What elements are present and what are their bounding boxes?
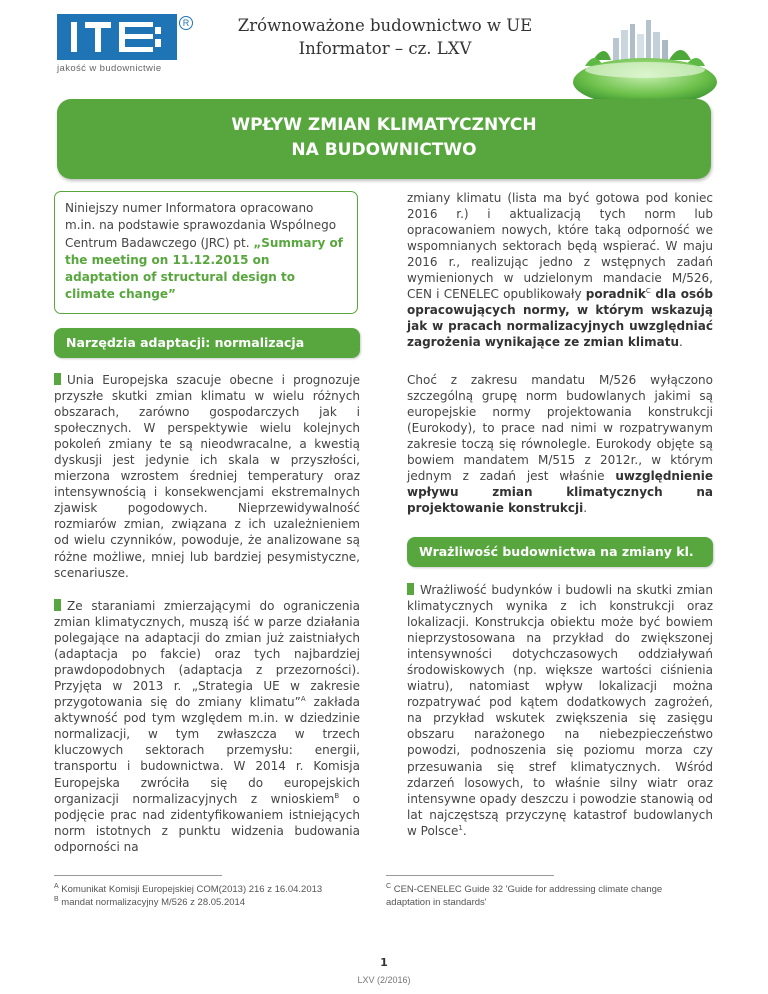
footnote-c: $^C$ CEN-CENELEC Guide 32 'Guide for addressing climate change adaptation in standards': [386, 882, 663, 908]
banner-title-line1: WPŁYW ZMIAN KLIMATYCZNYCH: [231, 115, 537, 135]
left-paragraph-2-text-c: o podjęcie prac nad zidentyfikowaniem istniejących norm istotnych z punktu widzenia budowania odporności na: [54, 791, 360, 854]
footnote-a: $^A$ Komunikat Komisji Europejskiej COM(2013) 216 z 16.04.2013: [54, 882, 323, 895]
right-paragraph-1-bold-b: dla osób opracowujących normy, w którym wskazują jak w pracach normalizacyjnych uwzględniać zagrożenia wynikające ze zmian klimatu: [407, 287, 713, 350]
right-paragraph-1-end: .: [678, 335, 683, 350]
left-paragraph-1: [54, 372, 360, 581]
issue-label: LXV (2/2016): [357, 975, 411, 985]
section-heading-normalization: Narzędzia adaptacji: normalizacja: [54, 328, 360, 358]
banner-title-line2: NA BUDOWNICTWO: [291, 140, 477, 160]
logo-tagline: jakość w budownictwie: [57, 63, 162, 74]
info-box-text: Niniejszy numer Informatora opracowano m.in. na podstawie sprawozdania Wspólnego Centrum Badawczego (JRC) pt.: [65, 201, 337, 250]
left-paragraph-2: [54, 598, 360, 855]
source-info-box: [54, 191, 358, 314]
footnote-ref-a: A: [300, 695, 306, 704]
left-paragraph-2-text-b: zakłada aktywność pod tym względem m.in. w dziedzinie normalizacji, w tym zwłaszcza w trzech kluczowych sektorach przemysłu: energii, transportu i budownictwa. W 2014 r. Komisja Europejska zwróciła się do europejskich organizacji normalizacyjnych z wnioskiem: [54, 695, 360, 806]
right-paragraph-3-text: Wrażliwość budynków i budowli na skutki zmian klimatycznych wynika z ich konstrukcji oraz lokalizacji. Konstrukcja obiektu może być bowiem nieprzystosowana na przykład do zwiększonej intensywności dotychczasowych oddziaływań środowiskowych (np. większe wartości ciśnienia wiatru), natomiast wpływ lokalizacji można rozpatrywać pod kątem dodatkowych zagrożeń, na przykład wskutek zwiększenia się zasięgu obszaru narażonego na niebezpieczeństwo powodzi, podnoszenia się poziomu morza czy przesuwania się stref klimatycznych. Wśród zdarzeń losowych, to właśnie silny wiatr oraz intensywne opady deszczu i powodzie stanowią od lat najczęstszą przyczynę katastrof budowlanych w Polsce: [407, 583, 713, 838]
green-city-globe-icon: [565, 20, 725, 108]
right-paragraph-3-end: .: [462, 823, 467, 838]
itb-logo-mark: [57, 14, 177, 60]
paragraph-marker-icon: [54, 373, 61, 385]
left-paragraph-1-text: Unia Europejska szacuje obecne i prognozuje przyszłe skutki zmian klimatu w wielu różnych obszarach, zarówno gospodarczych jak i społecznych. W perspektywie wielu kolejnych pokoleń zmiany te są nieodwracalne, a kwestią dyskusji jest jedynie ich skala w przyszłości, mierzona wzrostem średniej temperatury oraz intensywnością i konsekwencjami ekstremalnych zjawisk pogodowych. Nieprzewidywalność rozmiarów zmian, związana z ich uzależnieniem od wielu czynników, powoduje, że analizowane są różne możliwe, mniej lub bardziej pesymistyczne, scenariusze.: [54, 373, 360, 580]
registered-mark-icon: R: [179, 16, 193, 30]
paragraph-marker-icon: [54, 599, 61, 611]
footnote-divider-right: [386, 875, 554, 876]
right-paragraph-3: [407, 582, 713, 839]
footnote-ref-1: 1: [458, 823, 463, 832]
right-paragraph-1-text: zmiany klimatu (lista ma być gotowa pod koniec 2016 r.) i aktualizacją tych norm lub opracowaniem nowych, które taką odporność we wspomnianych sektorach będą wspierać. W maju 2016 r., realizując jedno z wstępnych zadań wymienionych w udzielonym mandacie M/526, CEN i CENELEC opublikowały: [407, 191, 713, 302]
right-paragraph-2-end: .: [583, 501, 588, 516]
paragraph-marker-icon: [407, 583, 414, 595]
header-title-line2: Informator – cz. LXV: [298, 39, 472, 58]
left-paragraph-2-text-a: Ze staraniami zmierzającymi do ograniczenia zmian klimatycznych, muszą iść w parze działania polegające na adaptacji do zmian już zaistniałych (adaptacja po fakcie) oraz tych najbardziej prawdopodobnych (adaptacja z przezorności). Przyjęta w 2013 r. „Strategia UE w zakresie przygotowania się do zmiany klimatu”: [54, 599, 360, 710]
page-number: 1: [380, 956, 388, 969]
right-paragraph-1: [407, 190, 713, 350]
section-heading-vulnerability: Wrażliwość budownictwa na zmiany kl.: [407, 537, 713, 567]
title-banner: [57, 99, 711, 179]
footnote-ref-b: B: [334, 791, 340, 800]
header-title-line1: Zrównoważone budownictwo w UE: [237, 16, 533, 35]
right-paragraph-2: [407, 372, 713, 516]
footnote-ref-c: C: [645, 287, 651, 296]
footnotes-right: [386, 883, 706, 909]
right-paragraph-1-bold-a: poradnik: [585, 287, 646, 302]
footnotes-left: [54, 883, 374, 909]
right-paragraph-2-bold: uwzględnienie wpływu zmian klimatycznych na projektowanie konstrukcji: [407, 469, 713, 516]
footnote-divider-left: [54, 875, 222, 876]
itb-logo: [57, 14, 195, 80]
info-box-highlight: „Summary of the meeting on 11.12.2015 on adaptation of structural design to climate change”: [65, 235, 343, 302]
footnote-b: $^B$ mandat normalizacyjny M/526 z 28.05.2014: [54, 895, 246, 908]
right-paragraph-2-text: Choć z zakresu mandatu M/526 wyłączono szczególną grupę norm budowlanych jakimi są europejskie normy projektowania konstrukcji (Eurokody), to prace nad nimi w rozpatrywanym zakresie toczą się równolegle. Eurokody objęte są bowiem mandatem M/515 z 2012r., w którym jednym z zadań jest właśnie: [407, 373, 713, 484]
header-title: [205, 14, 565, 60]
